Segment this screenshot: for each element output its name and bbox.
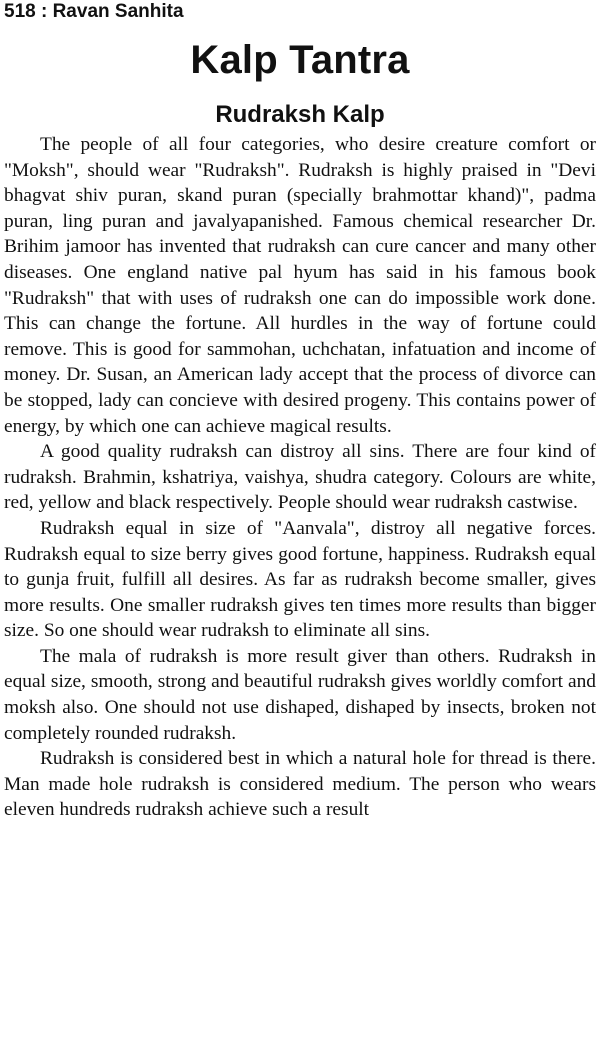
- paragraph-4: The mala of rudraksh is more result giver than others. Rudraksh in equal size, smooth, strong and beautiful rudraksh gives worldly comfort and moksh also. One should not use dishaped, dishaped by insects, broken not completely rounded rudraksh.: [4, 645, 596, 744]
- paragraph-1: The people of all four categories, who desire creature comfort or "Moksh", should wear "Rudraksh". Rudraksh is highly praised in "Devi bhagvat shiv puran, skand puran (specially brahmottar khand)", padma puran, ling puran and javalyapanished. Famous chemical researcher Dr. Brihim jamoor has invented that rudraksh can cure cancer and many other diseases. One england native pal hyum has said in his famous book "Rudraksh" that with uses of rudraksh one can do impossible work done. This can change the fortune. All hurdles in the way of fortune could remove. This is good for sammohan, uchchatan, infatuation and income of money. Dr. Susan, an American lady accept that the process of divorce can be stopped, lady can concieve with desired progeny. This contains power of energy, by which one can achieve magical results.: [4, 134, 596, 437]
- paragraph-5: Rudraksh is considered best in which a natural hole for thread is there. Man made hole rudraksh is considered medium. The person who wears eleven hundreds rudraksh achieve such a result: [4, 748, 596, 821]
- paragraph-3: Rudraksh equal in size of "Aanvala", distroy all negative forces. Rudraksh equal to size berry gives good fortune, happiness. Rudraksh equal to gunja fruit, fulfill all desires. As far as rudraksh become smaller, gives more results. One smaller rudraksh gives ten times more results than bigger size. So one should wear rudraksh to eliminate all sins.: [4, 517, 596, 642]
- running-head: 518 : Ravan Sanhita: [4, 1, 184, 22]
- paragraph-2: A good quality rudraksh can distroy all sins. There are four kind of rudraksh. Brahmin, kshatriya, vaishya, shudra category. Colours are white, red, yellow and black respectively. People should wear rudraksh castwise.: [4, 441, 596, 514]
- body-text: [4, 132, 596, 823]
- chapter-title: Kalp Tantra: [190, 38, 410, 82]
- section-title: Rudraksh Kalp: [215, 101, 385, 128]
